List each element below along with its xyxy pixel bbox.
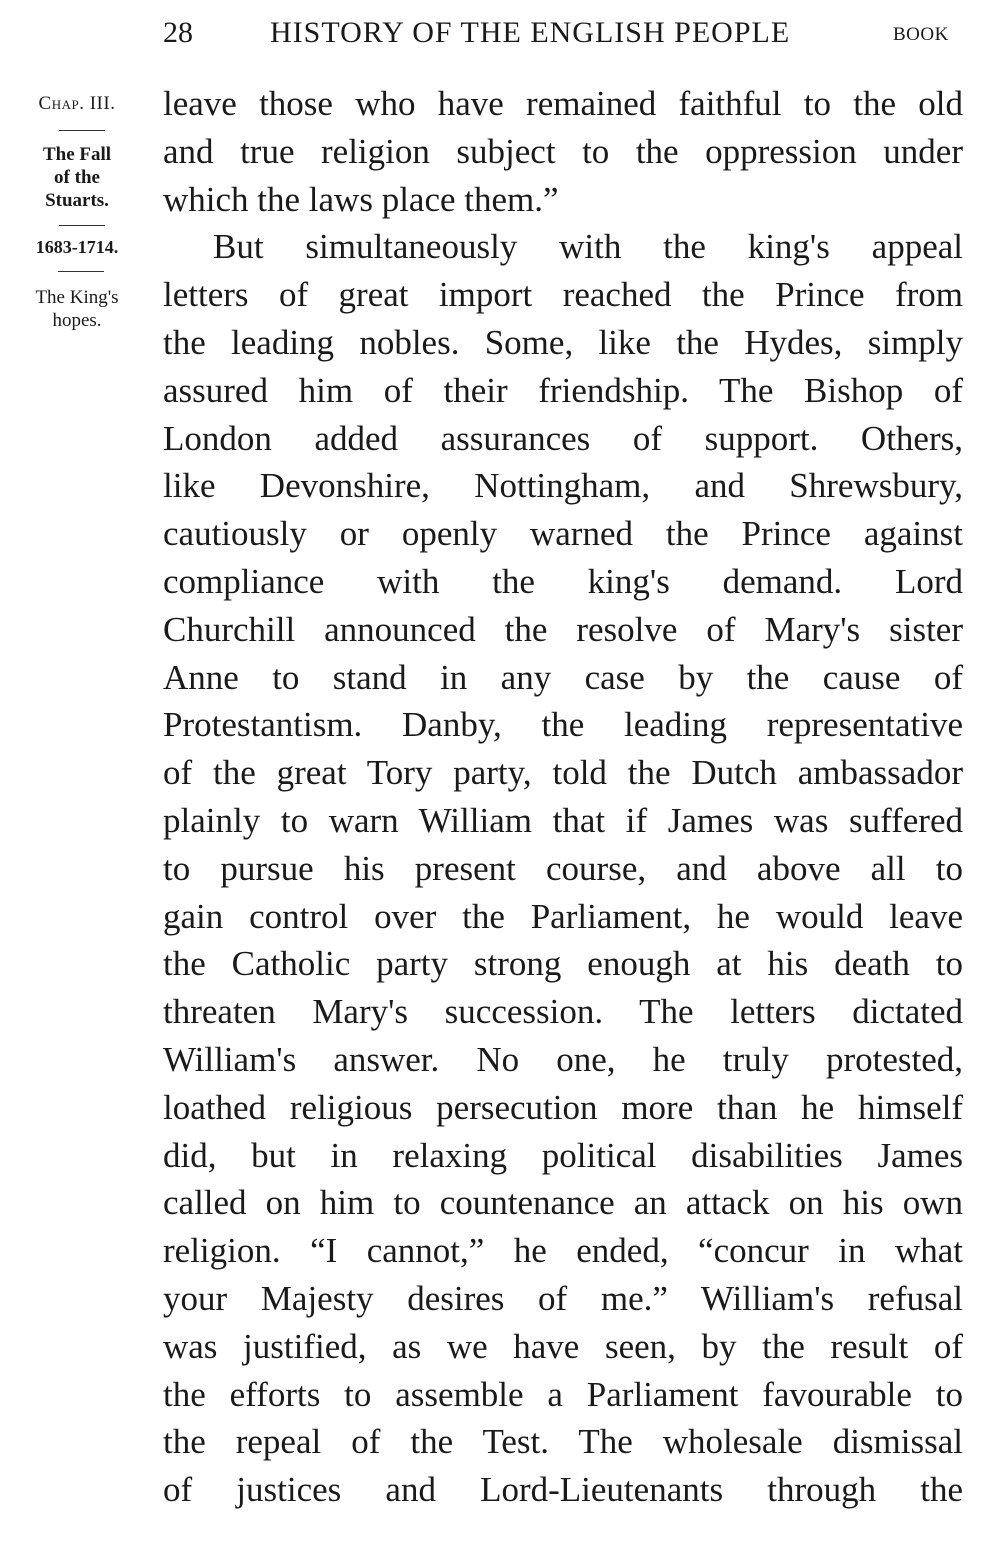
text-line: London added assurances of support. Others, [163, 418, 963, 458]
margin-topic [12, 286, 142, 332]
page-number: 28 [163, 16, 193, 49]
margin-divider [58, 271, 104, 272]
margin-divider [59, 130, 105, 131]
book-label: BOOK [893, 24, 949, 45]
margin-section-title [12, 143, 142, 212]
margin-section-title-line: Stuarts. [45, 190, 109, 211]
running-header [0, 10, 1000, 50]
text-line: letters of great import reached the Prince from [163, 275, 963, 315]
margin-topic-line: The King's [35, 287, 119, 308]
text-line: your Majesty desires of me.” William's refusal [163, 1278, 963, 1318]
margin-chapter: Chap. III. [38, 93, 116, 114]
text-line: assured him of their friendship. The Bishop of [163, 370, 963, 410]
text-line: of justices and Lord-Lieutenants through the [163, 1470, 963, 1510]
text-line: the leading nobles. Some, like the Hydes, simply [163, 322, 963, 362]
text-line: leave those who have remained faithful to the old [163, 84, 963, 123]
body-text [163, 80, 963, 1514]
text-line: cautiously or openly warned the Prince against [163, 514, 963, 554]
text-line: compliance with the king's demand. Lord [163, 561, 963, 601]
text-line: did, but in relaxing political disabilities James [163, 1135, 963, 1175]
text-line: to pursue his present course, and above all to [163, 848, 963, 888]
text-line: the Catholic party strong enough at his death to [163, 944, 963, 984]
text-line: Anne to stand in any case by the cause of [163, 657, 963, 697]
text-line: Protestantism. Danby, the leading representative [163, 705, 963, 745]
text-line: the repeal of the Test. The wholesale dismissal [163, 1422, 963, 1462]
text-line: threaten Mary's succession. The letters dictated [163, 992, 963, 1032]
text-line: gain control over the Parliament, he would leave [163, 896, 963, 936]
margin-dates: 1683-1714. [35, 237, 119, 257]
text-line: Churchill announced the resolve of Mary's sister [163, 609, 963, 649]
text-line: like Devonshire, Nottingham, and Shrewsbury, [163, 466, 963, 506]
running-title: HISTORY OF THE ENGLISH PEOPLE [270, 16, 791, 49]
text-line: religion. “I cannot,” he ended, “concur in what [163, 1231, 963, 1271]
margin-topic-line: hopes. [52, 310, 102, 331]
text-line: plainly to warn William that if James was suffered [163, 800, 963, 840]
text-line: of the great Tory party, told the Dutch ambassador [163, 753, 963, 793]
text-line: But simultaneously with the king's appeal [213, 227, 963, 267]
margin-section-title-line: of the [54, 167, 100, 188]
text-line: which the laws place them.” [163, 179, 559, 219]
text-line: and true religion subject to the oppression under [163, 131, 963, 171]
text-line: William's answer. No one, he truly protested, [163, 1039, 963, 1079]
text-line: loathed religious persecution more than he himself [163, 1087, 963, 1127]
margin-section-title-line: The Fall [42, 144, 112, 165]
text-line: the efforts to assemble a Parliament favourable to [163, 1374, 963, 1414]
margin-divider [59, 225, 105, 226]
text-line: was justified, as we have seen, by the result of [163, 1326, 963, 1366]
text-line: called on him to countenance an attack on his own [163, 1183, 963, 1223]
